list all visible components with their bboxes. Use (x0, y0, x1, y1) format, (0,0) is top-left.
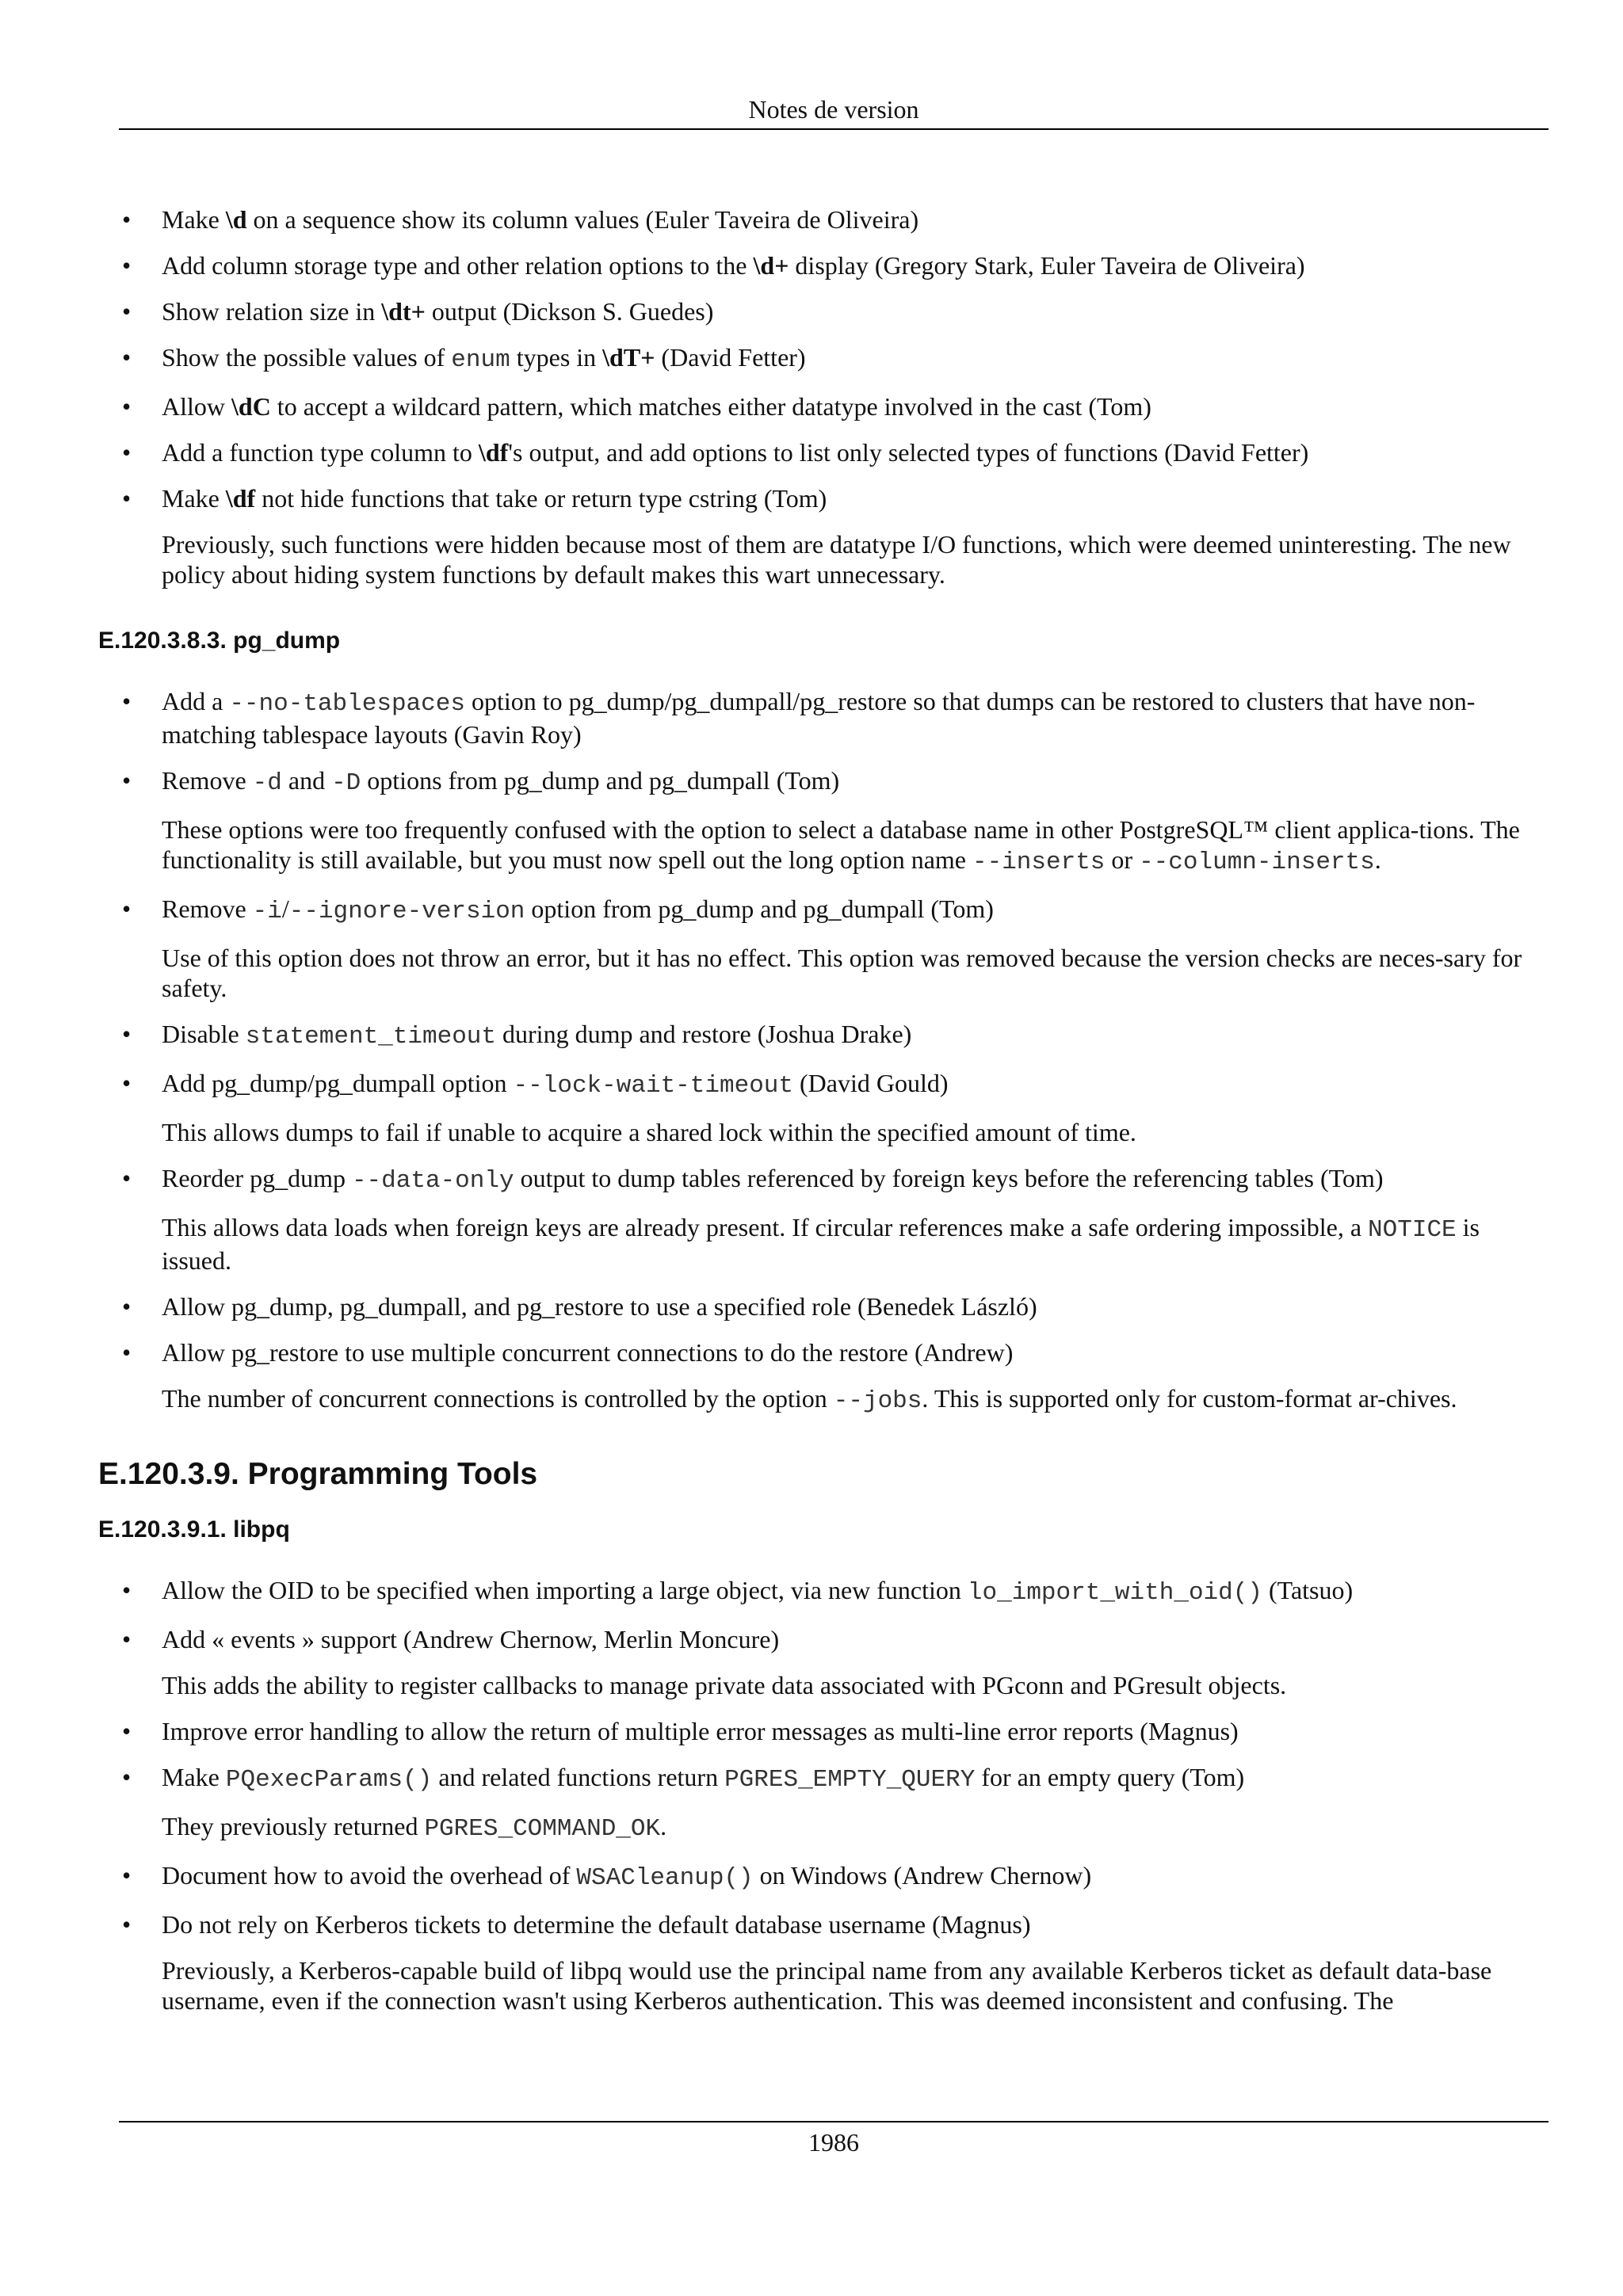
list-item: • Show relation size in \dt+ output (Dickson S. Guedes) (122, 297, 714, 326)
page-number: 1986 (808, 2128, 859, 2157)
list-item: • Reorder pg_dump --data-only output to dump tables referenced by foreign keys before the referencing tables (Tom) (122, 1164, 1384, 1195)
running-header: Notes de version (748, 95, 919, 124)
list-item: • Add pg_dump/pg_dumpall option --lock-wait-timeout (David Gould) (122, 1069, 949, 1100)
item-note: Use of this option does not throw an error, but it has no effect. This option was removed because the version checks are neces-sary for safety. (162, 944, 1522, 1002)
page-content (98, 204, 1549, 2031)
list-item: • Document how to avoid the overhead of WSACleanup() on Windows (Andrew Chernow) (122, 1861, 1092, 1892)
pg-dump-list (98, 686, 1549, 799)
section-heading-pg-dump: E.120.3.8.3. pg_dump (98, 627, 341, 654)
list-item: • Make \df not hide functions that take or return type cstring (Tom) (122, 484, 827, 513)
item-note: This allows dumps to fail if unable to acquire a shared lock within the specified amount of time. (162, 1118, 1136, 1146)
list-item: • Remove -i/--ignore-version option from pg_dump and pg_dumpall (Tom) (122, 894, 994, 925)
item-note: This adds the ability to register callbacks to manage private data associated with PGconn and PGresult objects. (162, 1671, 1287, 1699)
item-note: The number of concurrent connections is controlled by the option --jobs. This is supported only for custom-format ar-chives. (162, 1384, 1457, 1415)
list-item: • Show the possible values of enum types in \dT+ (David Fetter) (122, 343, 806, 374)
header-rule (119, 128, 1549, 130)
list-item: • Add « events » support (Andrew Chernow, Merlin Moncure) (122, 1625, 780, 1653)
item-note: They previously returned PGRES_COMMAND_OK. (162, 1812, 667, 1843)
list-item: • Add a --no-tablespaces option to pg_dump/pg_dumpall/pg_restore so that dumps can be restored to clusters that have non-matching tablespace layouts (Gavin Roy) (122, 687, 1476, 749)
list-item: • Allow \dC to accept a wildcard pattern, which matches either datatype involved in the cast (Tom) (122, 392, 1151, 421)
list-item: • Improve error handling to allow the return of multiple error messages as multi-line error reports (Magnus) (122, 1717, 1239, 1745)
list-item: • Remove -d and -D options from pg_dump and pg_dumpall (Tom) (122, 766, 840, 797)
psql-list (98, 204, 1549, 513)
list-item: • Allow pg_dump, pg_dumpall, and pg_restore to use a specified role (Benedek László) (122, 1292, 1037, 1321)
item-note: Previously, a Kerberos-capable build of libpq would use the principal name from any available Kerberos ticket as default data-base username, even if the connection wasn't using Kerberos authentication. This was deemed inconsistent and confusing. The (162, 1956, 1492, 2015)
list-item: • Make PQexecParams() and related functions return PGRES_EMPTY_QUERY for an empty query (Tom) (122, 1763, 1245, 1794)
item-note: This allows data loads when foreign keys are already present. If circular references make a safe ordering impossible, a NOTICE is issued. (162, 1213, 1480, 1275)
list-item: • Do not rely on Kerberos tickets to determine the default database username (Magnus) (122, 1910, 1031, 1939)
section-heading-libpq: E.120.3.9.1. libpq (98, 1516, 290, 1543)
list-item: • Add a function type column to \df's output, and add options to list only selected types of functions (David Fetter) (122, 438, 1309, 467)
item-note: These options were too frequently confused with the option to select a database name in other PostgreSQL™ client applica-tions. The functionality is still available, but you must now spell out the long option name --inserts or --column-inserts. (162, 815, 1520, 876)
section-heading-programming-tools: E.120.3.9. Programming Tools (98, 1457, 538, 1491)
list-item: • Allow pg_restore to use multiple concurrent connections to do the restore (Andrew) (122, 1338, 1014, 1367)
list-item: • Allow the OID to be specified when importing a large object, via new function lo_import_with_oid() (Tatsuo) (122, 1576, 1354, 1607)
libpq-list (98, 1575, 1549, 1654)
list-item: • Make \d on a sequence show its column values (Euler Taveira de Oliveira) (122, 205, 919, 234)
item-note: Previously, such functions were hidden because most of them are datatype I/O functions, which were deemed uninteresting. The new policy about hiding system functions by default makes this wart unnecessary. (162, 530, 1511, 589)
list-item: • Add column storage type and other relation options to the \d+ display (Gregory Stark, Euler Taveira de Oliveira) (122, 251, 1305, 280)
list-item: • Disable statement_timeout during dump and restore (Joshua Drake) (122, 1020, 912, 1051)
footer-rule (119, 2121, 1549, 2122)
